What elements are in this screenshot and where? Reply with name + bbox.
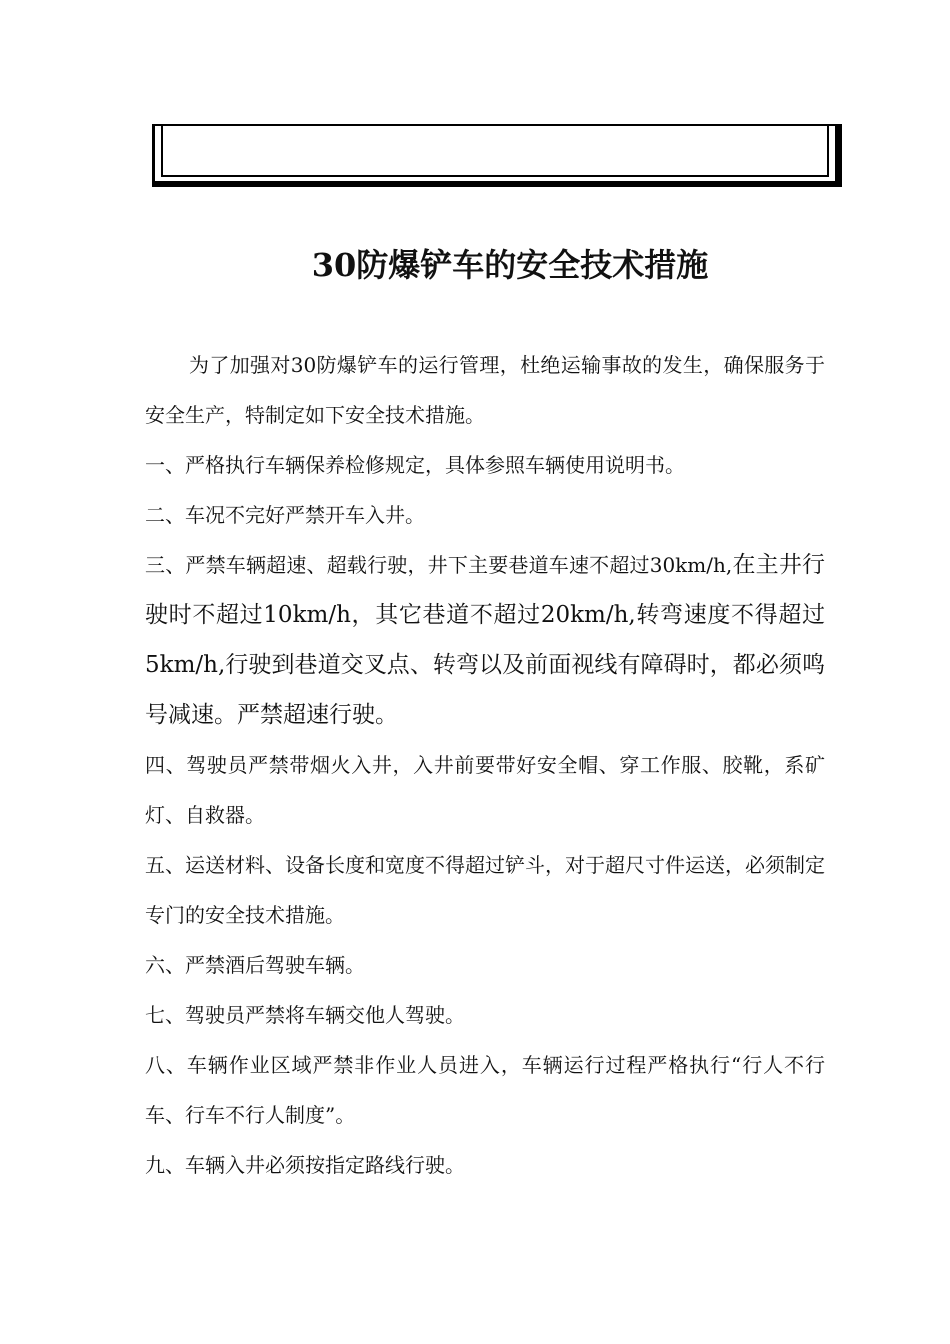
measure-item-3	[145, 540, 825, 740]
measure-item-2: 二、车况不完好严禁开车入井。	[145, 503, 425, 527]
measure-item-6: 六、严禁酒后驾驶车辆。	[145, 953, 365, 977]
document-title: 30防爆铲车的安全技术措施	[311, 246, 709, 284]
measure-item-8: 八、车辆作业区域严禁非作业人员进入，车辆运行过程严格执行“行人不行车、行车不行人制度”。	[145, 1053, 825, 1127]
header-frame	[152, 124, 838, 183]
measure-item-3-part2: 在主井行驶时不超过10km/h，其它巷道不超过20km/h,转弯速度不得超过5km/h,行驶到巷道交叉点、转弯以及前面视线有障碍时，都必须鸣号减速。严禁超速行驶。	[145, 552, 826, 728]
measure-item-9: 九、车辆入井必须按指定路线行驶。	[145, 1153, 465, 1177]
document-body	[145, 340, 825, 1190]
measure-item-4: 四、驾驶员严禁带烟火入井，入井前要带好安全帽、穿工作服、胶靴，系矿灯、自救器。	[145, 753, 825, 827]
measure-item-3-part1: 三、严禁车辆超速、超载行驶，井下主要巷道车速不超过30km/h,	[145, 553, 733, 577]
measure-item-1: 一、严格执行车辆保养检修规定，具体参照车辆使用说明书。	[145, 453, 685, 477]
header-frame-inner	[161, 126, 829, 177]
measure-item-7: 七、驾驶员严禁将车辆交他人驾驶。	[145, 1003, 465, 1027]
measure-item-5: 五、运送材料、设备长度和宽度不得超过铲斗，对于超尺寸件运送，必须制定专门的安全技术措施。	[145, 853, 825, 927]
intro-paragraph: 为了加强对30防爆铲车的运行管理，杜绝运输事故的发生，确保服务于安全生产，特制定如下安全技术措施。	[145, 353, 825, 427]
